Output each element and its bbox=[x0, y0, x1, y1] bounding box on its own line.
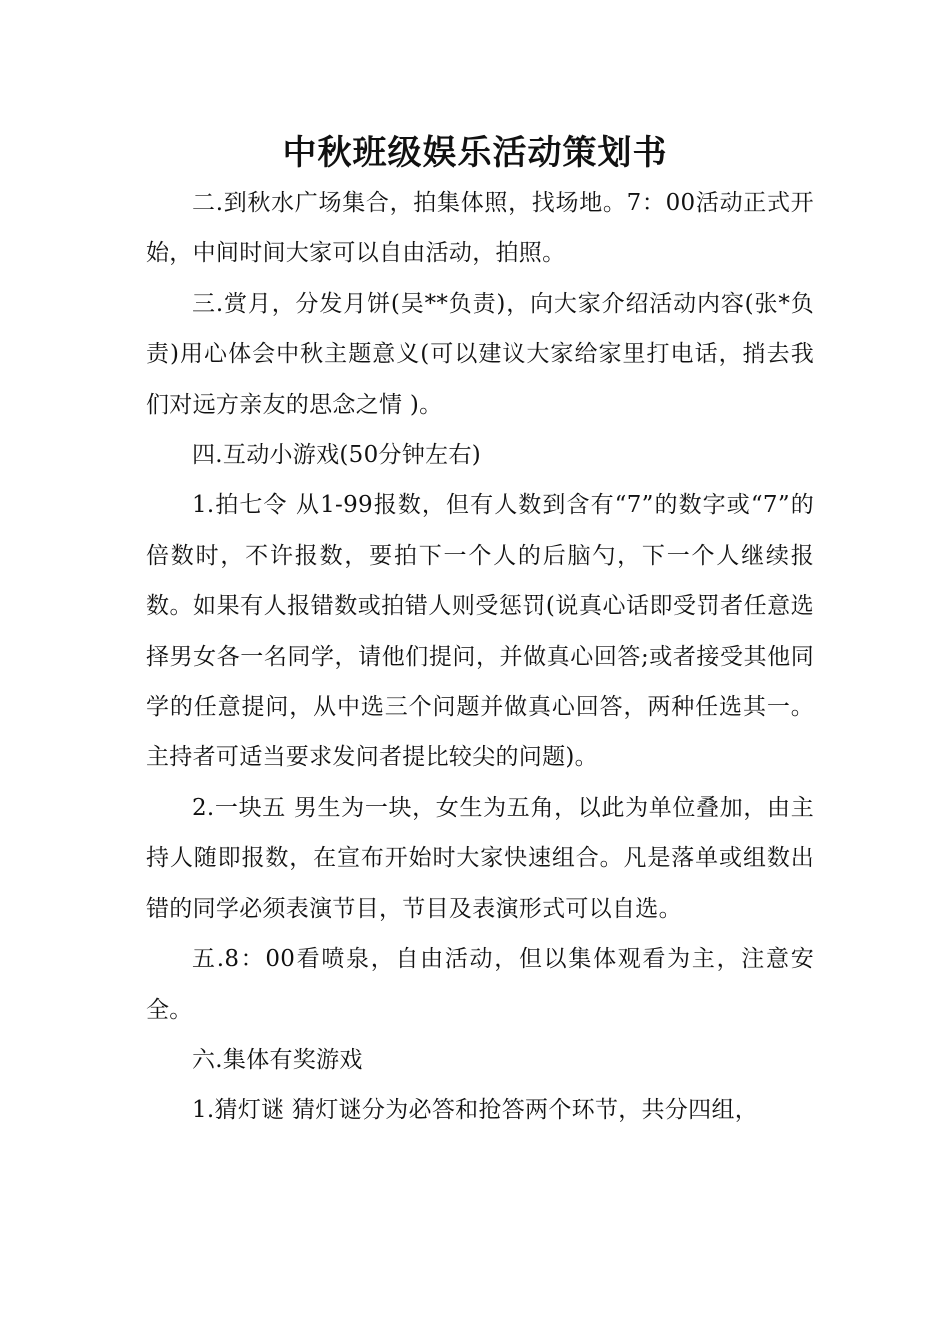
paragraph-fountain: 五.8：00看喷泉，自由活动，但以集体观看为主，注意安全。 bbox=[146, 946, 814, 1023]
paragraph-prize-games-heading: 六.集体有奖游戏 bbox=[192, 1046, 363, 1073]
paragraph-gathering: 二.到秋水广场集合，拍集体照，找场地。7：00活动正式开始，中间时间大家可以自由活动，拍照。 bbox=[146, 190, 814, 267]
paragraph-lantern-riddles: 1.猜灯谜 猜灯谜分为必答和抢答两个环节，共分四组， bbox=[192, 1097, 759, 1124]
paragraph-moon-viewing: 三.赏月，分发月饼(吴**负责)，向大家介绍活动内容(张*负责)用心体会中秋主题意义(可以建议大家给家里打电话，捎去我们对远方亲友的思念之情 )。 bbox=[146, 290, 814, 418]
paragraph-games-heading: 四.互动小游戏(50分钟左右) bbox=[192, 442, 482, 469]
document-title: 中秋班级娱乐活动策划书 bbox=[282, 133, 668, 173]
paragraph-game-pai-qi-ling: 1.拍七令 从1-99报数，但有人数到含有“7”的数字或“7”的倍数时，不许报数，要拍下一个人的后脑勺，下一个人继续报数。如果有人报错数或拍错人则受惩罚(说真心话即受罚者任意选择男女各一名同学，请他们提问，并做真心回答;或者接受其他同学的任意提问，从中选三个问题并做真心回答，两种任选其一。主持者可适当要求发问者提比较尖的问题)。 bbox=[146, 492, 814, 771]
document-body bbox=[146, 178, 814, 1136]
paragraph-game-yi-kuai-wu: 2.一块五 男生为一块，女生为五角，以此为单位叠加，由主持人随即报数，在宣布开始时大家快速组合。凡是落单或组数出错的同学必须表演节目，节目及表演形式可以自选。 bbox=[146, 794, 814, 922]
